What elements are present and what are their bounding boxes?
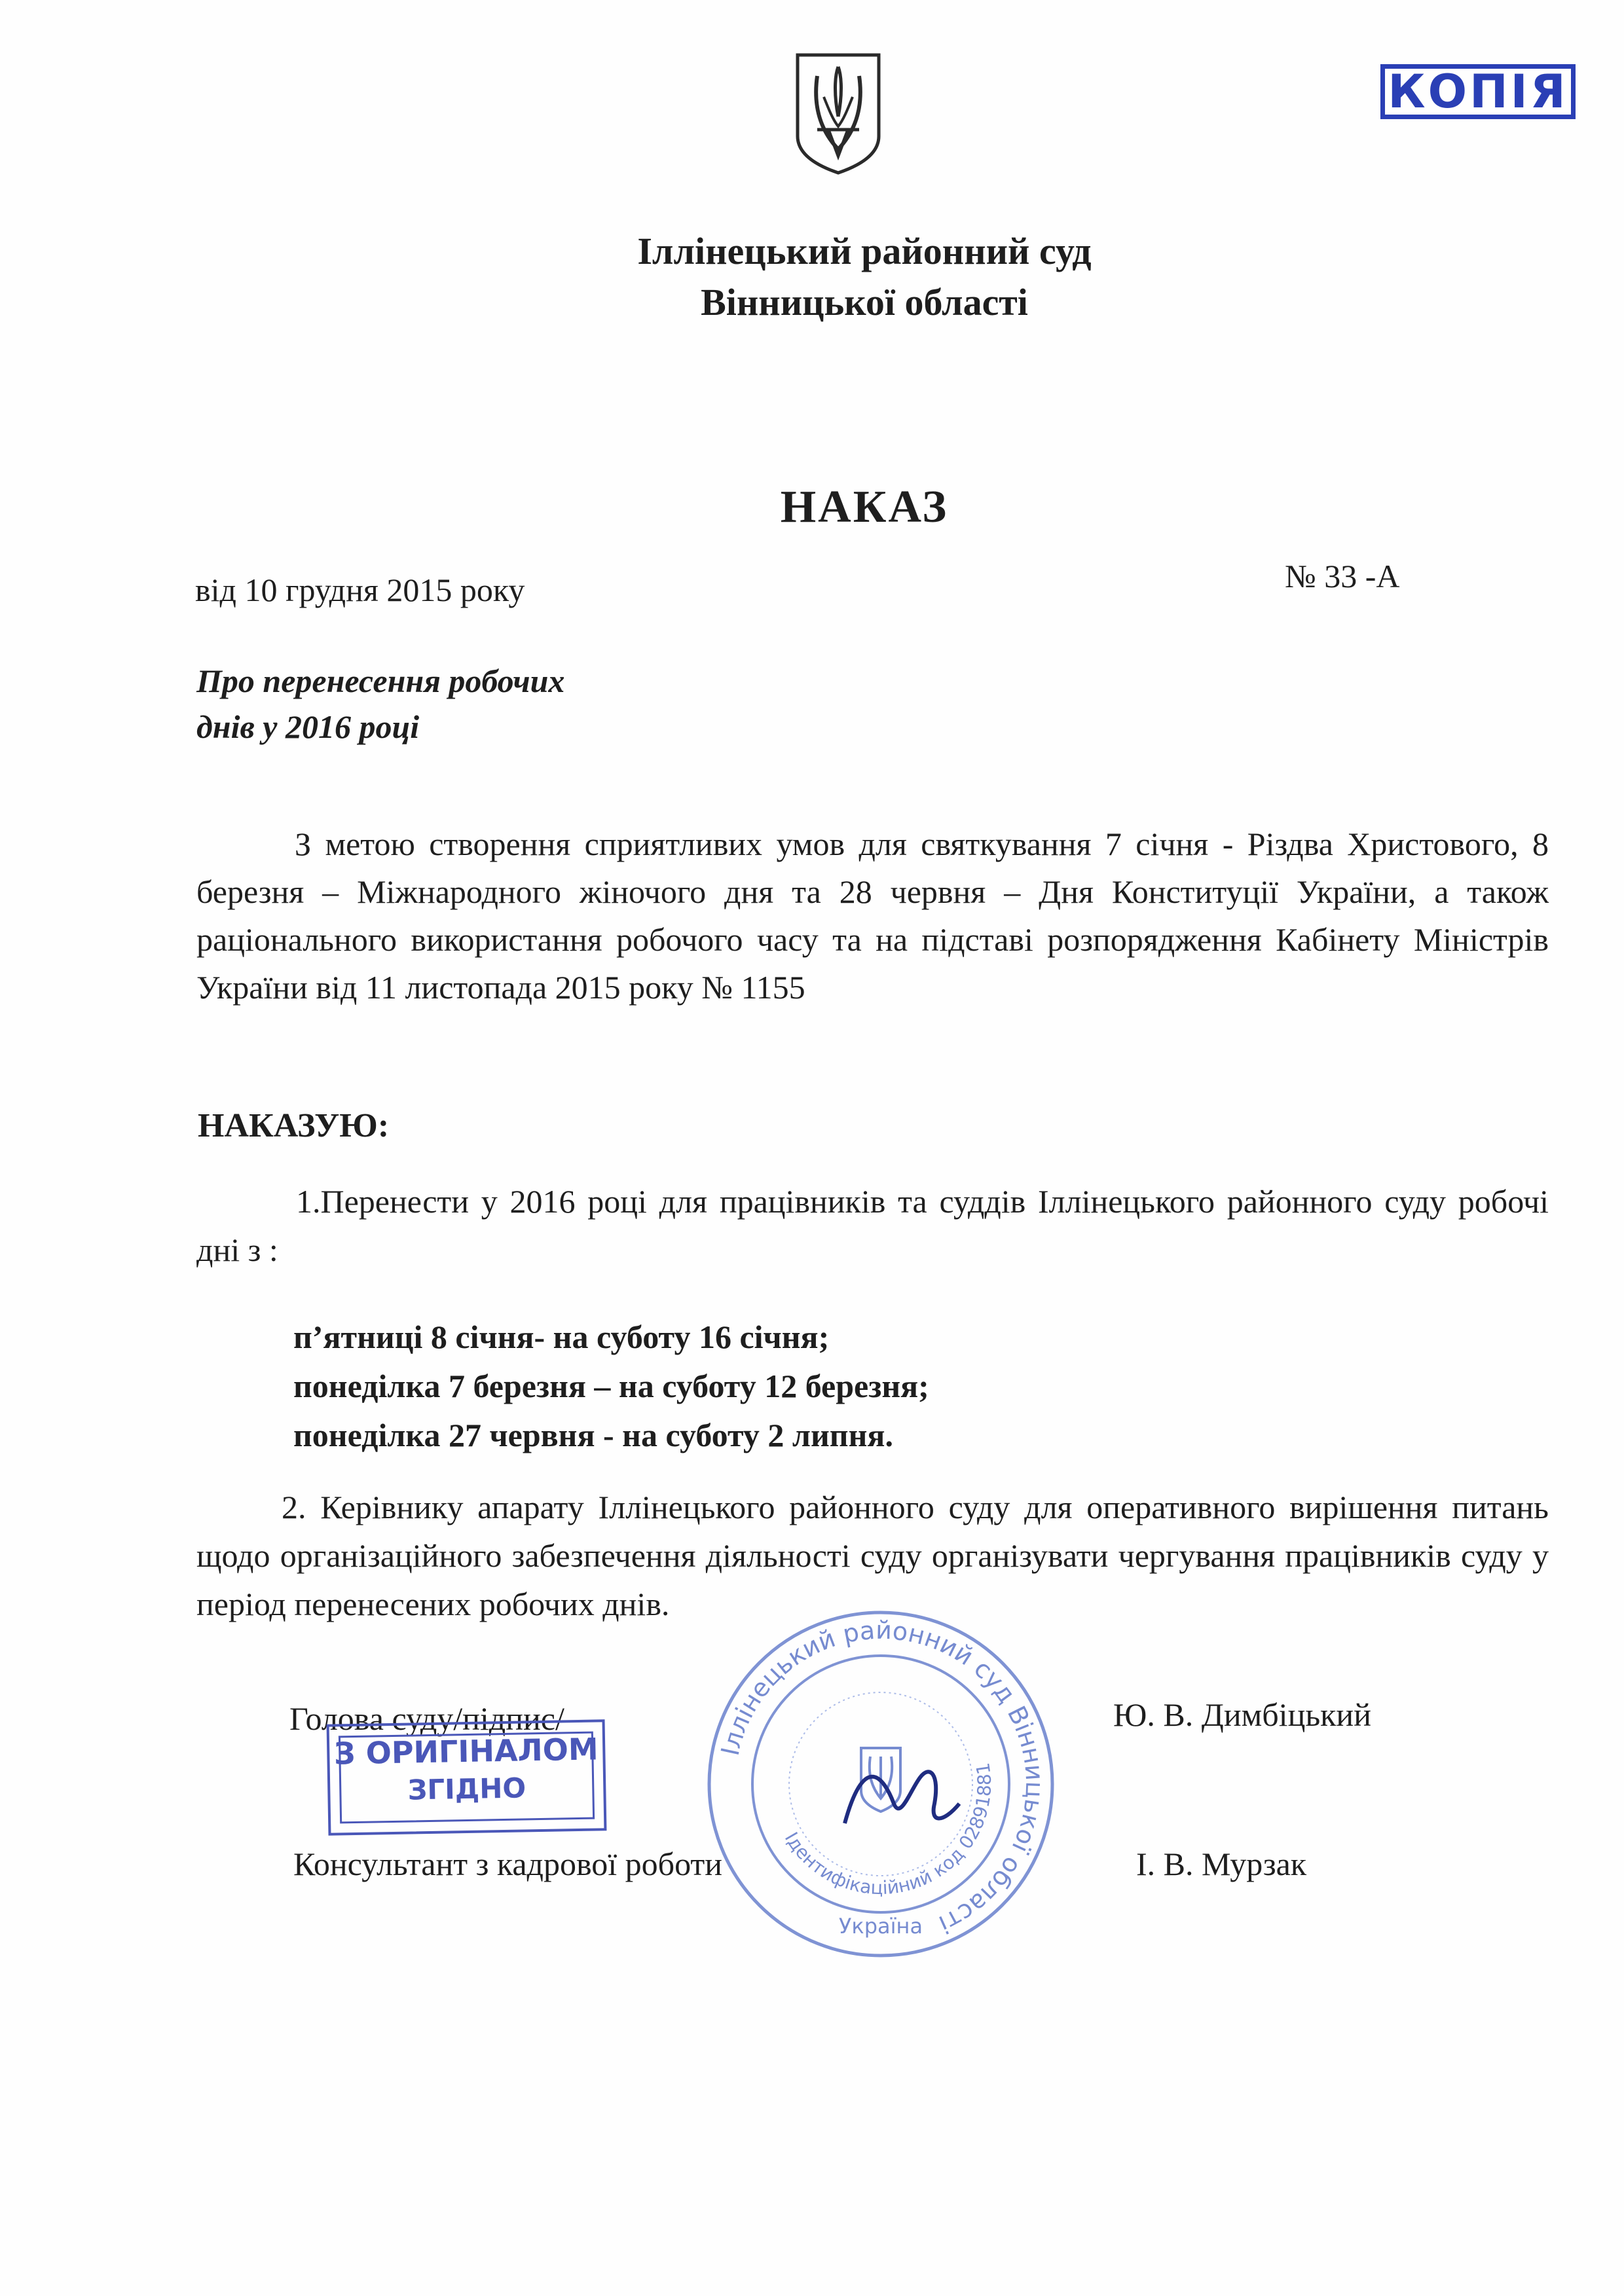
coat-of-arms-icon [792,51,884,175]
order-date: від 10 грудня 2015 року [195,572,525,608]
seal-country-text: Україна [838,1914,923,1939]
certified-stamp-line2: ЗГІДНО [407,1772,526,1806]
order-subject [196,658,564,750]
transfer-date-item: понеділка 7 березня – на суботу 12 березня; [293,1368,929,1404]
transfer-dates-list [293,1313,929,1460]
transfer-date-item: п’ятниці 8 січня- на суботу 16 січня; [293,1319,830,1355]
order-title: НАКАЗ [780,482,949,532]
official-seal [704,1607,1058,1961]
court-name-line1: Іллінецький районний суд [637,230,1092,272]
order-item-2: 2. Керівнику апарату Іллінецького районного суду для оперативного вирішення питань щодо організаційного забезпечення діяльності суду організувати чергування працівників суду у період перенесених робочих днів. [196,1489,1549,1622]
subject-line2: днів у 2016 році [196,708,420,745]
order-number: № 33 -А [1285,558,1400,594]
order-verb: НАКАЗУЮ: [198,1107,390,1144]
transfer-date-item: понеділка 27 червня - на суботу 2 липня. [293,1417,893,1453]
preamble-paragraph: З метою створення сприятливих умов для святкування 7 січня - Різдва Христового, 8 березня – Міжнародного жіночого дня та 28 червня – Дня Конституції України, а також раціонального використання робочого часу та на підставі розпорядження Кабінету Міністрів України від 11 листопада 2015 року № 1155 [196,826,1549,1006]
seal-outer-text: Іллінецький районний суд Вінницької області [715,1615,1050,1939]
certified-stamp-line1: З ОРИГІНАЛОМ [333,1731,599,1772]
seal-inner-text: Ідентифікаційний код 02891881 [780,1761,996,1899]
copy-stamp: КОПІЯ [1380,64,1576,119]
order-item-1: 1.Перенести у 2016 році для працівників та суддів Іллінецького районного суду робочі дні з : [196,1183,1549,1268]
subject-line1: Про перенесення робочих [196,663,565,699]
certified-copy-stamp [327,1719,607,1835]
consultant-signature-label: Консультант з кадрової роботи [293,1846,723,1882]
consultant-signature-name: І. В. Мурзак [1136,1846,1307,1882]
head-signature-name: Ю. В. Димбіцький [1113,1696,1371,1733]
svg-text:Ідентифікаційний код 02891881 [781,1761,996,1899]
court-name [0,226,1624,328]
court-name-line2: Вінницької області [701,281,1028,323]
head-signature-label: Голова суду/підпис/ [289,1700,564,1737]
